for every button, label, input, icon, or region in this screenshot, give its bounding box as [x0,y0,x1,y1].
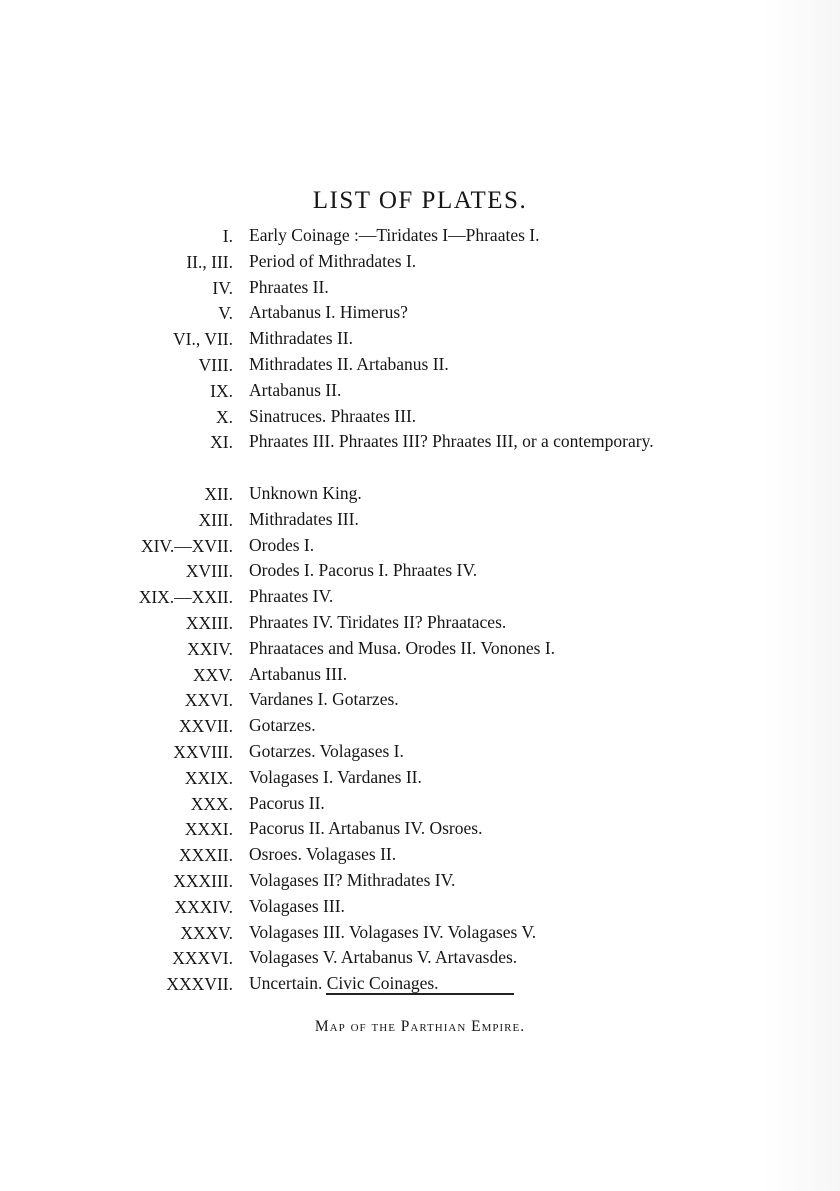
plate-description: Vardanes I. Gotarzes. [249,689,399,710]
plate-description: Phraates IV. Tiridates II? Phraataces. [249,611,507,632]
plate-description: Pacorus II. Artabanus IV. Osroes. [249,818,483,839]
plate-description: Orodes I. Pacorus I. Phraates IV. [249,560,478,581]
plate-number: XXXIII. [173,870,233,891]
plate-list [0,226,840,1000]
plate-number: XIII. [198,509,233,530]
plate-number: XXXIV. [174,896,233,917]
plate-description: Sinatruces. Phraates III. [249,405,417,426]
plate-row [0,432,840,484]
plate-number: XII. [204,483,233,504]
plate-number: XVIII. [185,561,233,582]
plate-number: II., III. [186,251,233,272]
plate-description: Phraataces and Musa. Orodes II. Vonones I. [249,637,556,658]
plate-description: Phraates II. [249,276,329,297]
plate-number: XXX. [190,793,233,814]
plate-description: Pacorus II. [249,792,325,813]
plate-number: XXXV. [180,922,233,943]
plate-description: Volagases III. [249,895,345,916]
plate-number: I. [222,226,233,246]
plate-number: IV. [212,277,233,298]
plate-number: XXXI. [184,819,233,840]
plate-description: Mithradates III. [249,508,359,529]
plate-description: Artabanus I. Himerus? [249,302,408,323]
plate-number: XXVII. [179,716,233,737]
plate-description: Phraates IV. [249,586,334,607]
plate-number: XXIX. [184,767,233,788]
plate-description: Unknown King. [249,482,362,503]
plate-description: Volagases III. Volagases IV. Volagases V. [249,921,537,942]
plate-description: Orodes I. [249,534,315,555]
plate-number: XXXII. [179,845,233,866]
plate-description: Artabanus III. [249,663,348,684]
plate-number: XXXVI. [172,948,233,969]
plate-description: Mithradates II. [249,328,353,349]
plate-description: Volagases I. Vardanes II. [249,766,422,787]
plate-number: XXVIII. [173,741,233,762]
plate-number: XXIV. [187,638,233,659]
plate-number: V. [218,303,233,324]
plate-description: Early Coinage :—Tiridates I—Phraates I. [249,225,540,245]
plate-description: Osroes. Volagases II. [249,844,397,865]
plate-number: X. [215,406,233,427]
plate-number: XXVI. [184,690,233,711]
plate-description: Gotarzes. Volagases I. [249,740,404,761]
plate-number: XIX.—XXII. [138,587,233,608]
plate-number: IX. [210,380,233,401]
plate-description: Mithradates II. Artabanus II. [249,353,449,374]
plate-description: Volagases II? Mithradates IV. [249,869,456,890]
plate-number: XXXVII. [166,974,233,995]
divider-rule [326,993,514,995]
plate-number: VI., VII. [173,329,233,350]
map-caption: Map of the Parthian Empire. [314,1018,526,1035]
page-title: LIST OF PLATES. [312,186,528,214]
plate-description: Phraates III. Phraates III? Phraates III, or a contemporary. [249,431,654,452]
plate-number: XIV.—XVII. [140,535,233,556]
plate-description: Artabanus II. [249,379,342,400]
plate-number: VIII. [198,354,233,375]
plate-row [0,974,840,1000]
plate-description: Uncertain. Civic Coinages. [249,973,439,994]
plate-description: Volagases V. Artabanus V. Artavasdes. [249,947,518,968]
plate-number: XXV. [192,664,233,685]
plate-description: Gotarzes. [249,715,316,736]
plate-description: Period of Mithradates I. [249,250,417,271]
plate-number: XXIII. [185,612,233,633]
plate-number: XI. [210,432,233,453]
